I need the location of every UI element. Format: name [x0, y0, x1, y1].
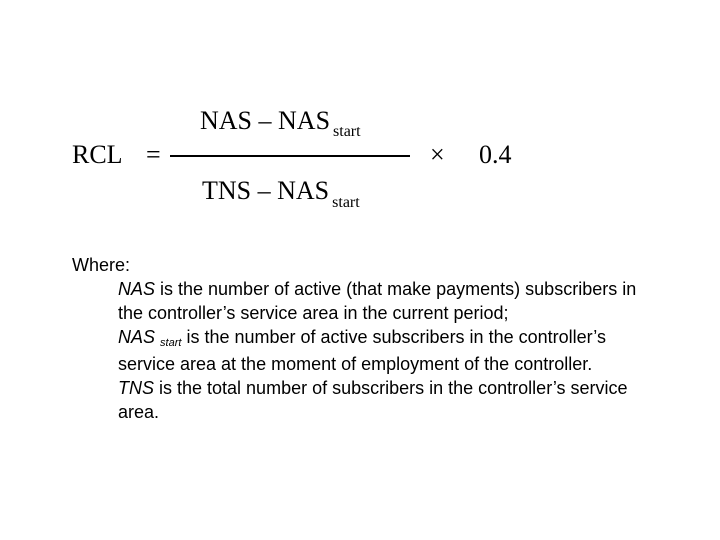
fraction-line [170, 155, 410, 157]
denominator-subscript: start [332, 194, 360, 211]
definition-term: NAS [118, 279, 156, 299]
denominator-main: TNS – NAS [202, 176, 330, 205]
definition-term: NAS [118, 327, 156, 347]
definition-text: is the number of active (that make payments) subscribers in the controller’s service area in the current period; [118, 279, 637, 323]
definitions-list [118, 277, 638, 424]
definition-text: is the number of active subscribers in the controller’s service area at the moment of employment of the controller. [118, 327, 606, 374]
definition-subscript: start [160, 337, 182, 349]
where-heading: Where: [72, 255, 131, 275]
formula-denominator [202, 176, 360, 211]
definition-item [118, 376, 638, 424]
definition-text: is the total number of subscribers in the controller’s service area. [118, 378, 628, 422]
formula-lhs: RCL [72, 140, 123, 169]
formula-numerator [200, 106, 361, 140]
equals-sign: = [146, 140, 161, 169]
definition-term: TNS [118, 378, 154, 398]
times-sign: × [430, 140, 445, 169]
formula-factor: 0.4 [479, 140, 512, 169]
definition-item [118, 277, 638, 325]
numerator-subscript: start [333, 123, 361, 140]
numerator-main: NAS – NAS [200, 106, 331, 135]
definition-item [118, 325, 638, 376]
